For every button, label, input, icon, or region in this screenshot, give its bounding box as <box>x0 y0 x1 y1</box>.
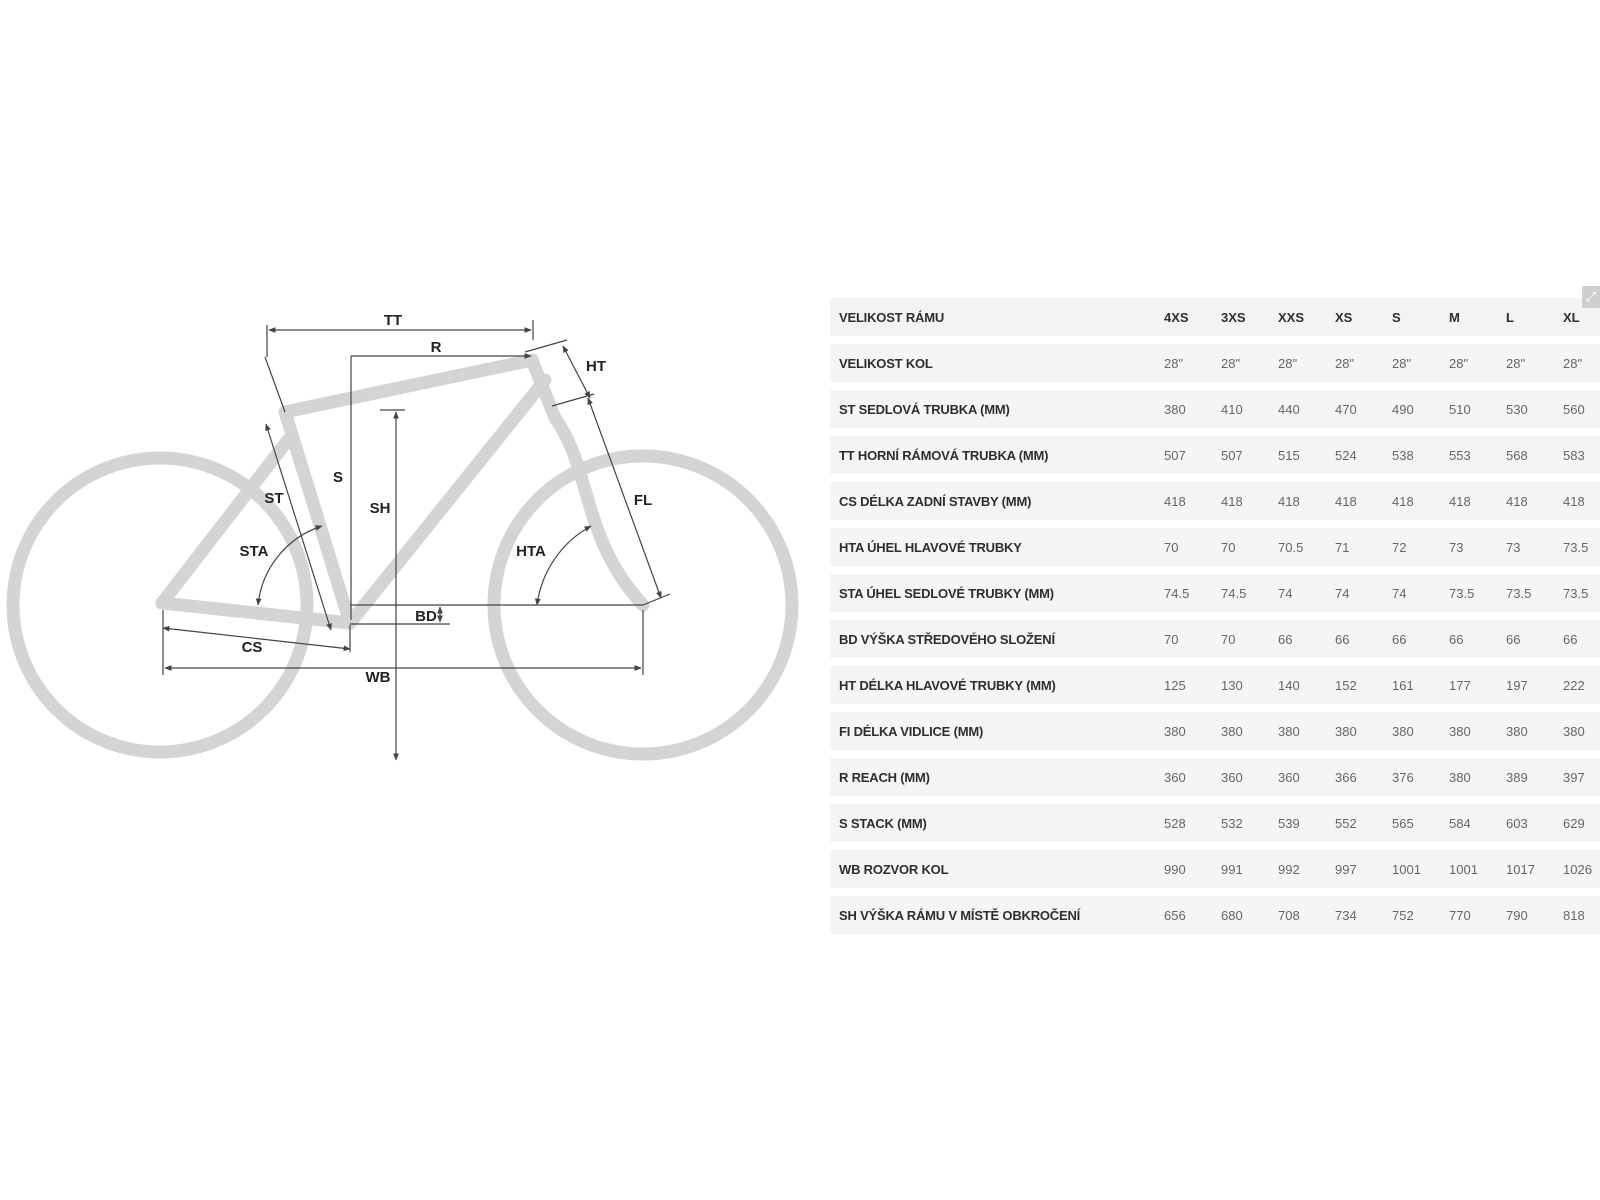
row-label: R REACH (MM) <box>830 758 1164 796</box>
label-r: R <box>430 339 442 356</box>
row-value: 360 <box>1164 758 1221 796</box>
row-value: 366 <box>1335 758 1392 796</box>
table-row <box>830 666 1600 704</box>
row-value: 380 <box>1164 390 1221 428</box>
row-value: 360 <box>1278 758 1335 796</box>
row-value: 74 <box>1335 574 1392 612</box>
row-value: 992 <box>1278 850 1335 888</box>
row-value: 74 <box>1392 574 1449 612</box>
row-value: 418 <box>1278 482 1335 520</box>
table-row <box>830 850 1600 888</box>
row-value: 565 <box>1392 804 1449 842</box>
row-value: 538 <box>1392 436 1449 474</box>
row-label: STA ÚHEL SEDLOVÉ TRUBKY (MM) <box>830 574 1164 612</box>
row-value: 177 <box>1449 666 1506 704</box>
size-l: L <box>1506 298 1563 336</box>
row-label: CS DÉLKA ZADNÍ STAVBY (MM) <box>830 482 1164 520</box>
row-value: 418 <box>1164 482 1221 520</box>
row-value: 73.5 <box>1449 574 1506 612</box>
table-row <box>830 758 1600 796</box>
row-value: 470 <box>1335 390 1392 428</box>
row-value: 70 <box>1164 528 1221 566</box>
row-value: 770 <box>1449 896 1506 934</box>
row-value: 28" <box>1392 344 1449 382</box>
size-4xs: 4XS <box>1164 298 1221 336</box>
label-cs: CS <box>241 639 263 656</box>
row-value: 656 <box>1164 896 1221 934</box>
row-value: 73 <box>1506 528 1563 566</box>
row-value: 28" <box>1563 344 1600 382</box>
row-value: 1017 <box>1506 850 1563 888</box>
row-value: 70 <box>1164 620 1221 658</box>
row-value: 1001 <box>1449 850 1506 888</box>
row-value: 161 <box>1392 666 1449 704</box>
row-value: 28" <box>1278 344 1335 382</box>
row-label: HTA ÚHEL HLAVOVÉ TRUBKY <box>830 528 1164 566</box>
row-value: 990 <box>1164 850 1221 888</box>
label-bd: BD <box>415 608 437 625</box>
table-row <box>830 344 1600 382</box>
row-value: 418 <box>1449 482 1506 520</box>
row-value: 734 <box>1335 896 1392 934</box>
row-value: 73 <box>1449 528 1506 566</box>
row-value: 532 <box>1221 804 1278 842</box>
row-value: 28" <box>1506 344 1563 382</box>
row-value: 418 <box>1392 482 1449 520</box>
row-value: 603 <box>1506 804 1563 842</box>
row-value: 389 <box>1506 758 1563 796</box>
table-row <box>830 528 1600 566</box>
table-header-row <box>830 298 1600 336</box>
table-row <box>830 620 1600 658</box>
row-value: 997 <box>1335 850 1392 888</box>
bike-geometry-diagram <box>0 0 800 800</box>
row-value: 71 <box>1335 528 1392 566</box>
row-value: 380 <box>1278 712 1335 750</box>
row-value: 560 <box>1563 390 1600 428</box>
row-value: 66 <box>1506 620 1563 658</box>
label-fl: FL <box>633 492 653 509</box>
table-row <box>830 390 1600 428</box>
row-value: 380 <box>1449 758 1506 796</box>
row-value: 72 <box>1392 528 1449 566</box>
row-value: 66 <box>1335 620 1392 658</box>
bike-frame <box>162 360 643 623</box>
row-value: 1001 <box>1392 850 1449 888</box>
label-ht: HT <box>586 358 606 375</box>
size-xs: XS <box>1335 298 1392 336</box>
row-value: 507 <box>1221 436 1278 474</box>
row-value: 510 <box>1449 390 1506 428</box>
row-value: 418 <box>1563 482 1600 520</box>
row-value: 28" <box>1164 344 1221 382</box>
row-label: ST SEDLOVÁ TRUBKA (MM) <box>830 390 1164 428</box>
label-hta: HTA <box>516 543 546 560</box>
table-row <box>830 896 1600 934</box>
row-value: 380 <box>1335 712 1392 750</box>
label-s: S <box>332 469 344 486</box>
expand-icon[interactable]: ⤢ <box>1582 286 1600 308</box>
row-label: S STACK (MM) <box>830 804 1164 842</box>
row-value: 528 <box>1164 804 1221 842</box>
row-value: 629 <box>1563 804 1600 842</box>
row-value: 752 <box>1392 896 1449 934</box>
table-row <box>830 712 1600 750</box>
table-row <box>830 574 1600 612</box>
table-row <box>830 804 1600 842</box>
row-label: FI DÉLKA VIDLICE (MM) <box>830 712 1164 750</box>
row-value: 553 <box>1449 436 1506 474</box>
row-value: 28" <box>1221 344 1278 382</box>
row-value: 66 <box>1278 620 1335 658</box>
row-value: 73.5 <box>1563 574 1600 612</box>
row-value: 73.5 <box>1563 528 1600 566</box>
label-tt: TT <box>383 312 403 329</box>
row-value: 380 <box>1164 712 1221 750</box>
table-row <box>830 482 1600 520</box>
row-value: 360 <box>1221 758 1278 796</box>
row-value: 552 <box>1335 804 1392 842</box>
header-label: VELIKOST RÁMU <box>830 298 1164 336</box>
row-value: 73.5 <box>1506 574 1563 612</box>
row-label: WB ROZVOR KOL <box>830 850 1164 888</box>
table-row <box>830 436 1600 474</box>
label-sta: STA <box>239 543 269 560</box>
row-value: 222 <box>1563 666 1600 704</box>
row-value: 418 <box>1506 482 1563 520</box>
row-value: 1026 <box>1563 850 1600 888</box>
row-value: 418 <box>1335 482 1392 520</box>
row-value: 70 <box>1221 528 1278 566</box>
row-value: 530 <box>1506 390 1563 428</box>
row-value: 490 <box>1392 390 1449 428</box>
row-value: 125 <box>1164 666 1221 704</box>
row-value: 380 <box>1449 712 1506 750</box>
row-value: 70 <box>1221 620 1278 658</box>
row-value: 708 <box>1278 896 1335 934</box>
row-value: 380 <box>1563 712 1600 750</box>
row-value: 524 <box>1335 436 1392 474</box>
row-value: 152 <box>1335 666 1392 704</box>
row-value: 74.5 <box>1164 574 1221 612</box>
row-value: 397 <box>1563 758 1600 796</box>
row-label: SH VÝŠKA RÁMU V MÍSTĚ OBKROČENÍ <box>830 896 1164 934</box>
row-value: 380 <box>1506 712 1563 750</box>
row-value: 790 <box>1506 896 1563 934</box>
row-value: 66 <box>1449 620 1506 658</box>
row-label: BD VÝŠKA STŘEDOVÉHO SLOŽENÍ <box>830 620 1164 658</box>
size-3xs: 3XS <box>1221 298 1278 336</box>
row-value: 197 <box>1506 666 1563 704</box>
size-s: S <box>1392 298 1449 336</box>
row-value: 818 <box>1563 896 1600 934</box>
row-value: 74.5 <box>1221 574 1278 612</box>
row-value: 376 <box>1392 758 1449 796</box>
row-value: 66 <box>1392 620 1449 658</box>
row-value: 70.5 <box>1278 528 1335 566</box>
row-label: VELIKOST KOL <box>830 344 1164 382</box>
row-value: 507 <box>1164 436 1221 474</box>
row-value: 66 <box>1563 620 1600 658</box>
row-value: 680 <box>1221 896 1278 934</box>
row-value: 380 <box>1392 712 1449 750</box>
row-value: 539 <box>1278 804 1335 842</box>
label-st: ST <box>264 490 284 507</box>
row-value: 568 <box>1506 436 1563 474</box>
row-value: 380 <box>1221 712 1278 750</box>
row-value: 418 <box>1221 482 1278 520</box>
size-xl: XL <box>1563 298 1600 336</box>
row-value: 130 <box>1221 666 1278 704</box>
label-wb: WB <box>365 669 391 686</box>
row-value: 74 <box>1278 574 1335 612</box>
label-sh: SH <box>369 500 391 517</box>
row-value: 515 <box>1278 436 1335 474</box>
row-value: 140 <box>1278 666 1335 704</box>
row-value: 584 <box>1449 804 1506 842</box>
row-value: 583 <box>1563 436 1600 474</box>
size-xxs: XXS <box>1278 298 1335 336</box>
row-label: TT HORNÍ RÁMOVÁ TRUBKA (MM) <box>830 436 1164 474</box>
geometry-table <box>830 290 1600 942</box>
row-value: 28" <box>1335 344 1392 382</box>
size-m: M <box>1449 298 1506 336</box>
row-value: 28" <box>1449 344 1506 382</box>
row-label: HT DÉLKA HLAVOVÉ TRUBKY (MM) <box>830 666 1164 704</box>
row-value: 410 <box>1221 390 1278 428</box>
row-value: 991 <box>1221 850 1278 888</box>
row-value: 440 <box>1278 390 1335 428</box>
